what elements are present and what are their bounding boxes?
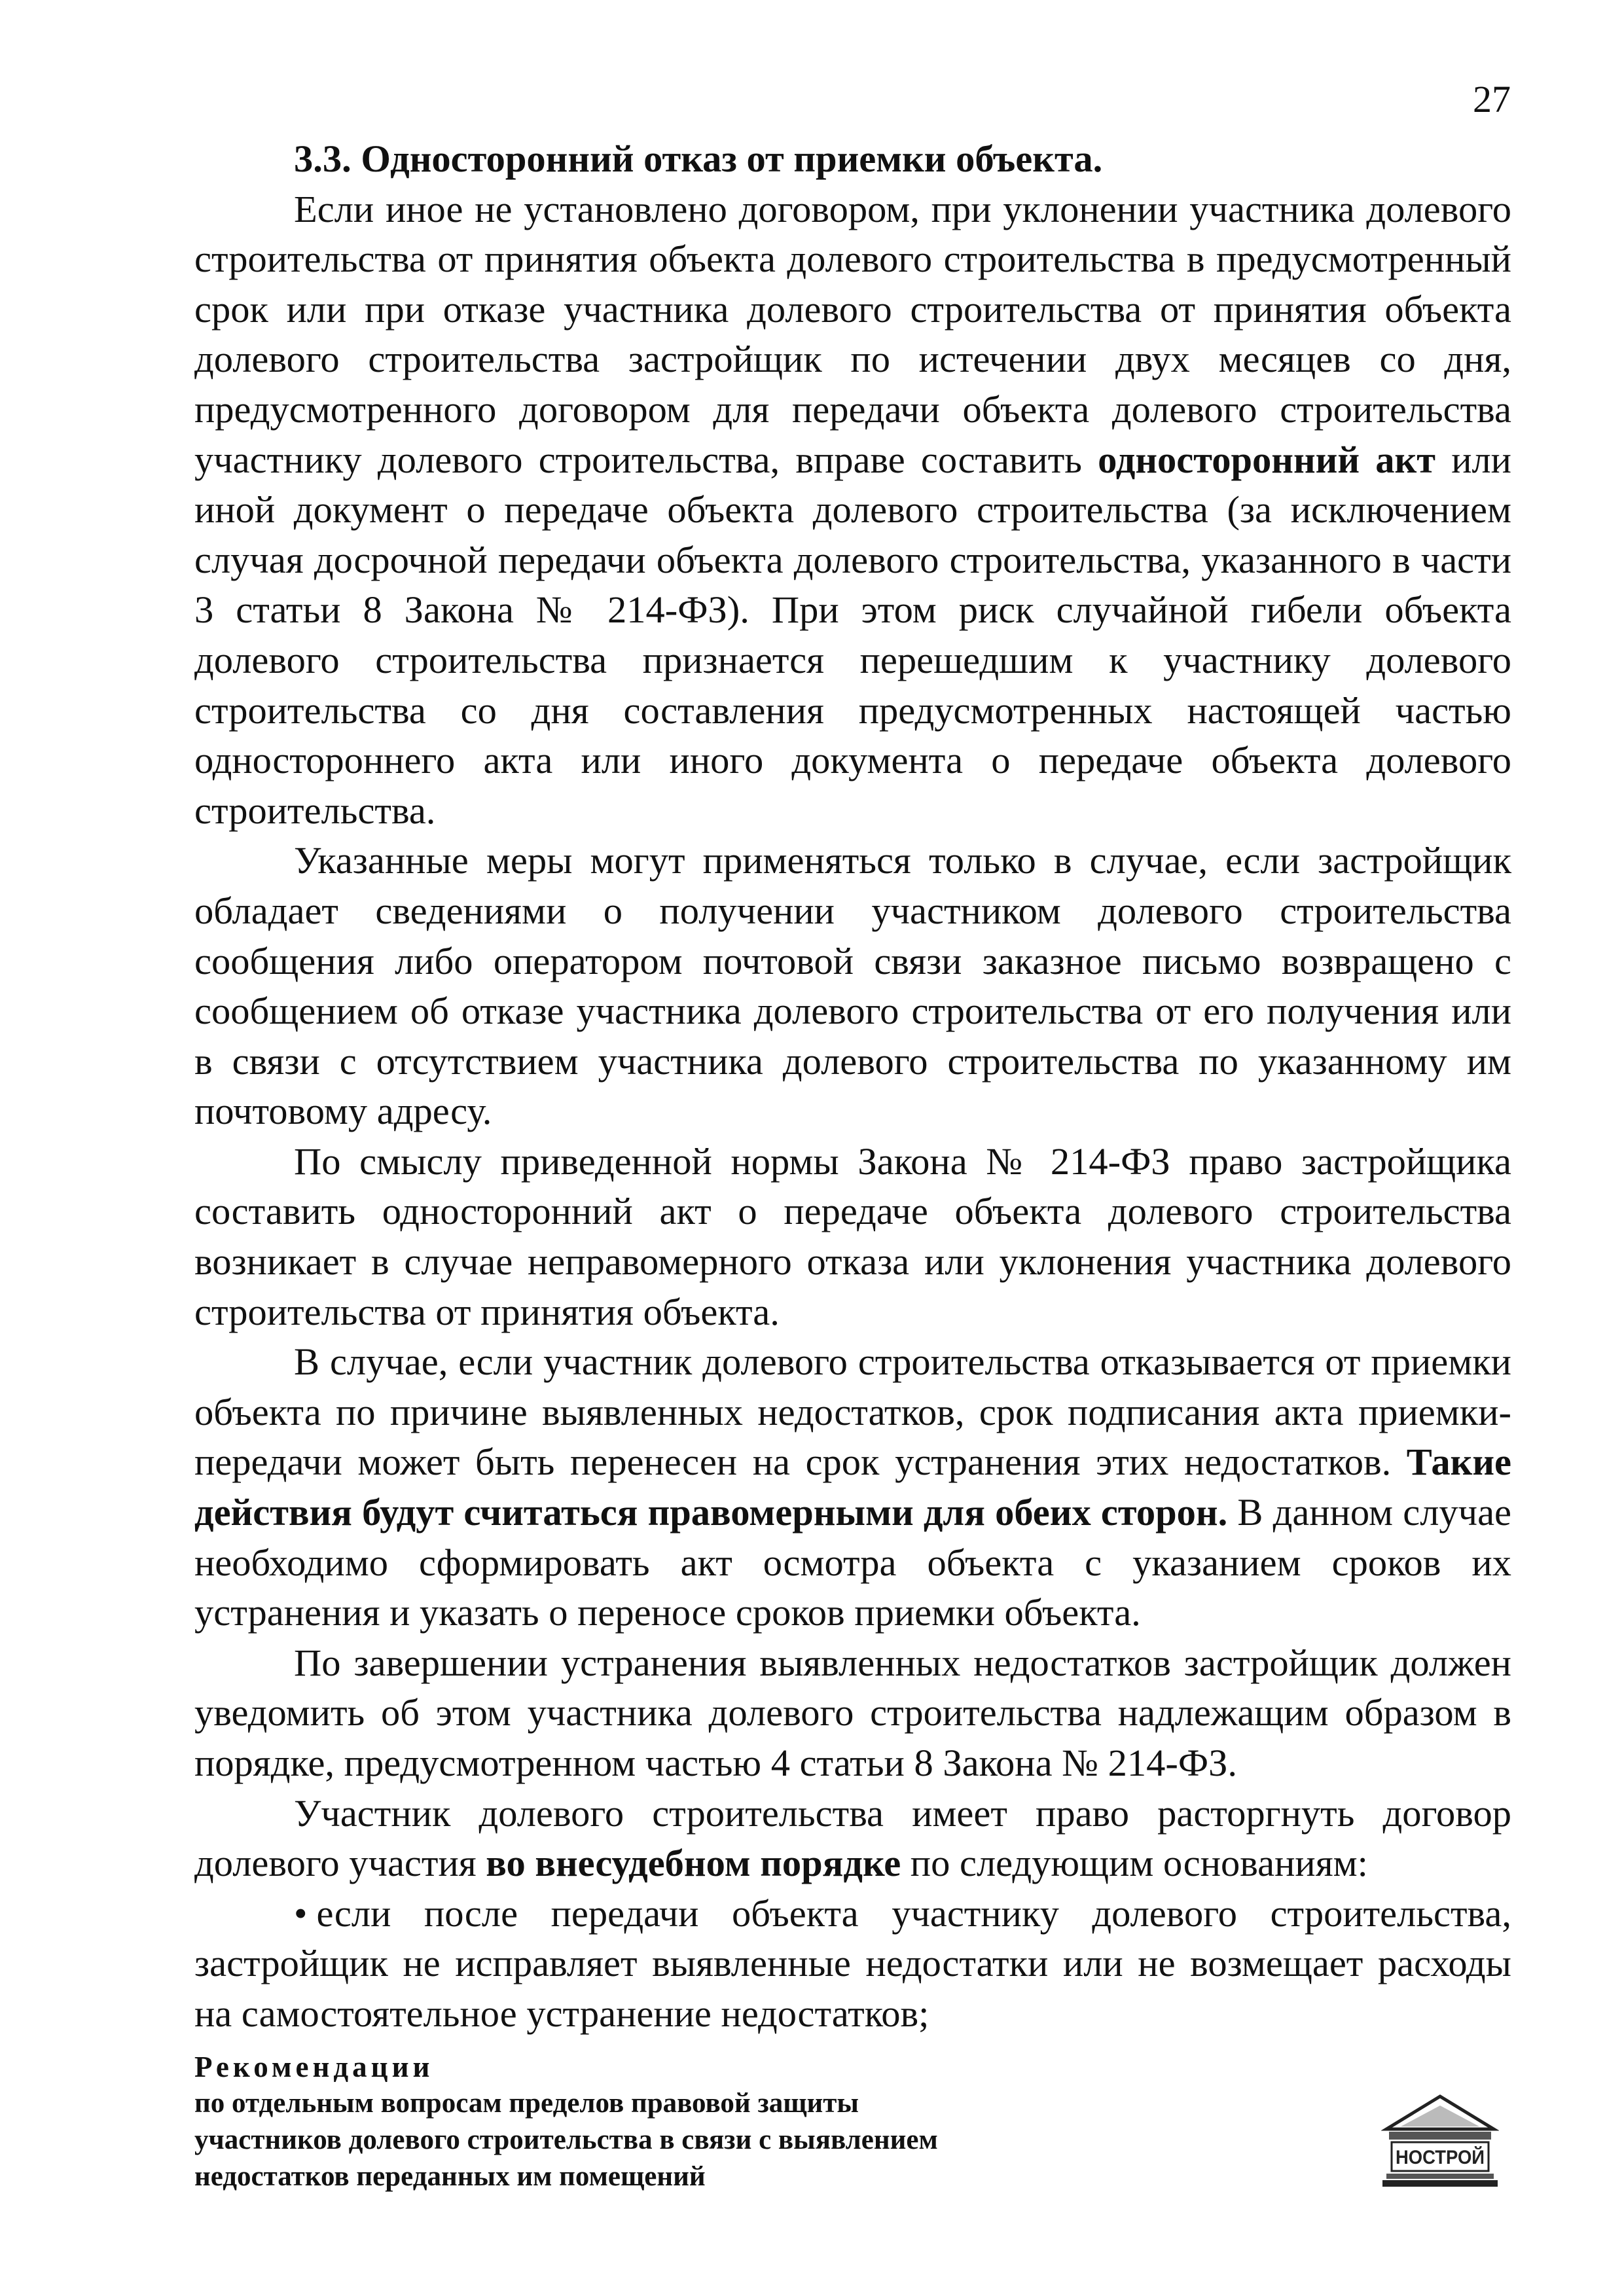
page-number: 27	[1473, 78, 1511, 120]
paragraph-4-bold: Такие действия будут считаться правомерными для обеих сторон.	[194, 1441, 1511, 1534]
paragraph-6-bold: во внесудебном порядке	[486, 1842, 901, 1885]
footer-title-block	[194, 2049, 1307, 2195]
nostroy-building-logo-icon	[1381, 2091, 1499, 2189]
paragraph-2: Указанные меры могут применяться только в случае, если застройщик обладает сведениями о получении участником долевого строительства сообщения либо оператором почтовой связи заказное письмо возвращено с сообщением об отказе участника долевого строительства от его получения или в связи с отсутствием участника долевого строительства по указанному им почтовому адресу.	[194, 839, 1511, 1133]
paragraph-1-text-a: Если иное не установлено договором, при уклонении участника долевого строительства от принятия объекта долевого строительства в предусмотренный срок или при отказе участника долевого строительства от принятия объекта долевого строительства застройщик по истечении двух месяцев со дня, предусмотренного договором для передачи объекта долевого строительства участнику долевого строительства, вправе составить	[194, 187, 1511, 481]
bullet-item-1	[194, 1889, 1511, 2039]
paragraph-4	[194, 1337, 1511, 1638]
document-body	[194, 134, 1511, 2039]
footer-line-2: участников долевого строительства в связи с выявлением	[194, 2125, 938, 2155]
paragraph-4-text-b: В данном случае необходимо сформировать акт осмотра объекта с указанием сроков их устранения и указать о переносе сроков приемки объекта.	[194, 1491, 1512, 1634]
paragraph-5: По завершении устранения выявленных недостатков застройщик должен уведомить об этом участника долевого строительства надлежащим образом в порядке, предусмотренном частью 4 статьи 8 Закона № 214-ФЗ.	[194, 1641, 1511, 1784]
footer-line-1: по отдельным вопросам пределов правовой защиты	[194, 2088, 859, 2119]
paragraph-1-bold: односторонний акт	[1098, 438, 1435, 481]
section-heading: 3.3. Односторонний отказ от приемки объекта.	[294, 137, 1103, 180]
paragraph-3: По смыслу приведенной нормы Закона № 214-ФЗ право застройщика составить односторонний акт о передаче объекта долевого строительства возникает в случае неправомерного отказа или уклонения участника долевого строительства от принятия объекта.	[194, 1139, 1511, 1333]
logo-text: НОСТРОЙ	[1396, 2147, 1493, 2168]
paragraph-6-text-b: по следующим основаниям:	[901, 1842, 1368, 1885]
footer-line-3: недостатков переданных им помещений	[194, 2161, 706, 2192]
paragraph-1	[194, 185, 1511, 836]
bullet-dot-icon: •	[294, 1892, 308, 1935]
footer-title: Рекомендации	[194, 2051, 434, 2083]
bullet-item-1-text: если после передачи объекта участнику долевого строительства, застройщик не исправляет выявленные недостатки или не возмещает расходы на самостоятельное устранение недостатков;	[194, 1892, 1511, 2035]
paragraph-6-text-a: Участник долевого строительства имеет право расторгнуть договор долевого участия	[194, 1791, 1511, 1885]
paragraph-4-text-a: В случае, если участник долевого строительства отказывается от приемки объекта по причине выявленных недостатков, срок подписания акта приемки-передачи может быть перенесен на срок устранения этих недостатков.	[194, 1340, 1511, 1484]
paragraph-1-text-b: или иной документ о передаче объекта долевого строительства (за исключением случая досрочной передачи объекта долевого строительства, указанного в части 3 статьи 8 Закона № 214-ФЗ). При этом риск случайной гибели объекта долевого строительства признается перешедшим к участнику долевого строительства со дня составления предусмотренных настоящей частью одностороннего акта или иного документа о передаче объекта долевого строительства.	[194, 438, 1511, 832]
paragraph-6	[194, 1789, 1511, 1889]
